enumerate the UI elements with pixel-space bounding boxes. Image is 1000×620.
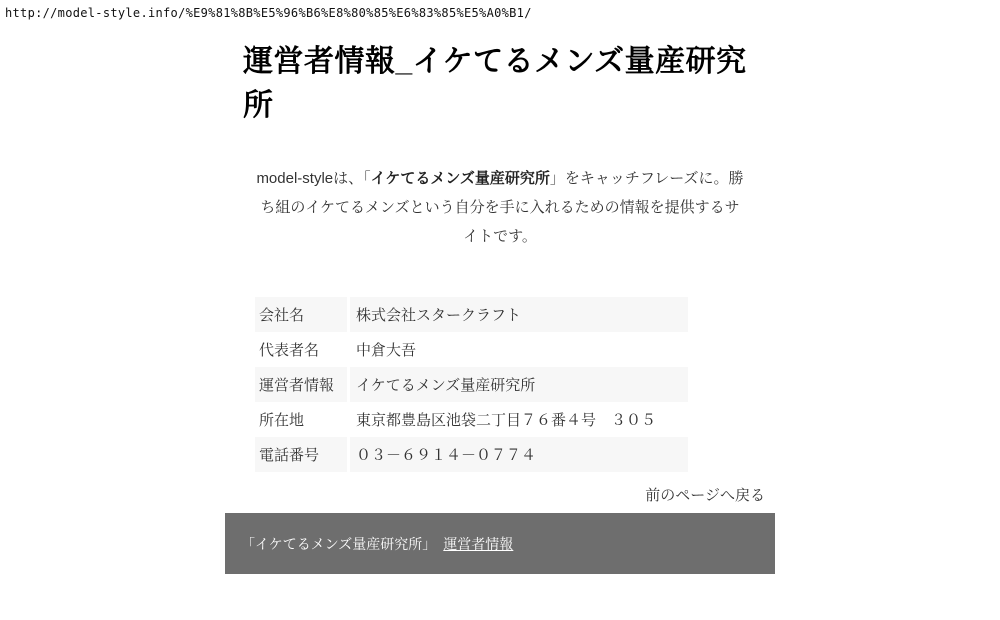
row-label: 運営者情報 [255, 367, 347, 402]
back-row [225, 484, 765, 505]
footer-site-name: 「イケてるメンズ量産研究所」 [241, 535, 437, 552]
table-row [255, 402, 688, 437]
intro-paragraph [225, 164, 775, 251]
row-label: 所在地 [259, 412, 305, 429]
footer-operator-info-link[interactable]: 運営者情報 [443, 535, 514, 552]
row-value: 中倉大吾 [356, 342, 417, 359]
row-value: 東京都豊島区池袋二丁目７６番４号 ３０５ [356, 412, 657, 429]
row-label: 代表者名 [259, 342, 320, 359]
intro-prefix: model-styleは、「 [256, 170, 371, 187]
row-value: 株式会社スタークラフト [350, 297, 688, 332]
table-row [255, 332, 688, 367]
intro-suffix: 」をキャッチフレーズに。勝ち組のイケてるメンズという自分を手に入れるための情報を提供するサイトです。 [260, 170, 744, 245]
back-link[interactable]: 前のページへ戻る [645, 487, 765, 504]
company-info-table [252, 297, 691, 472]
intro-emphasis: イケてるメンズ量産研究所 [370, 170, 550, 187]
row-value: ０３－６９１４－０７７４ [350, 437, 688, 472]
footer [225, 513, 775, 574]
url-text: http://model-style.info/%E9%81%8B%E5%96%B6%E8%80%85%E6%83%85%E5%A0%B1/ [5, 6, 532, 20]
table-row [255, 297, 688, 332]
row-value: イケてるメンズ量産研究所 [350, 367, 688, 402]
main-content [225, 40, 775, 574]
page-title: 運営者情報_イケてるメンズ量産研究所 [243, 45, 747, 122]
table-row [255, 437, 688, 472]
table-row [255, 367, 688, 402]
row-label: 会社名 [255, 297, 347, 332]
row-label: 電話番号 [255, 437, 347, 472]
